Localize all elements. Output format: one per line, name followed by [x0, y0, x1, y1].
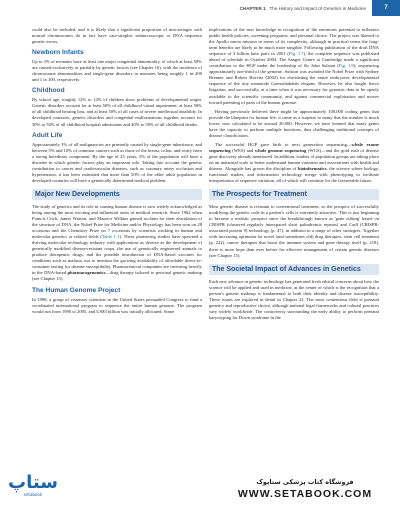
- p3-text-c: (WGS)—and the gold rush of disease gene discovery already mentioned. In addition, studies of population groups are taking place on an industrial scale to better understand human variation and associations with health and disease. Alongside has grown the discipline of: [209, 147, 380, 172]
- wgs-term: whole genome sequencing: [254, 147, 307, 153]
- footer-url[interactable]: WWW.SETABOOK.COM: [237, 488, 373, 500]
- newborn-heading: Newborn Infants: [32, 49, 84, 57]
- chapter-label: CHAPTER 1: [239, 5, 266, 11]
- adult-paragraph: Approximately 1% of all malignancies are primarily caused by single-gene inheritance, and between 5% and 10% of common cancers such as those of the breast, colon, and ovary have a strong hereditary component. By the age of 25 years, 5% of the population will have a disorder in which genetic factors play an important role. Taking into account the genetic contribution to cancer and cardiovascular diseases, such as coronary artery occlusion and hypertension, it has been estimated that more than 50% of the older adult population in developed countries will have a genetically determined medical problem.: [32, 141, 202, 183]
- hgp-paragraph: In 1988, a group of visionary scientists in the United States persuaded Congress to fund a coordinated international program to sequence the entire human genome. The program would run from 1990 to 2005, and US$3 billion was initially allocated. Some: [32, 296, 202, 314]
- fig-1-7-link[interactable]: Fig. 1.7: [288, 51, 304, 57]
- setabook-logo: [0, 458, 66, 512]
- right-column: [209, 27, 379, 324]
- newborn-paragraph: Up to 3% of neonates have at least one major congenital abnormality, of which at least 50% are caused exclusively or partially by genetic factors (see Chapter 16), with the incidence of chromosome abnormalities and single-gene disorders in neonates being roughly 1 in 200 and 1 in 100, respectively.: [32, 59, 202, 83]
- page-header: [0, 0, 400, 16]
- logo-subtitle: setabook: [23, 491, 43, 497]
- childhood-paragraph: By school age, roughly 12% to 14% of children show problems of developmental origin. Genetic disorders account for at least 50% of all childhood visual impairment, at least 50% of all childhood hearing loss, and at least 50% of all cases of severe intellectual disability. In developed countries, genetic disorders and congenital malformations together account for 30% to 50% of all childhood hospital admissions and 40% to 50% of all childhood deaths.: [32, 97, 202, 127]
- major-developments-heading: Major New Developments: [32, 189, 202, 200]
- coding-genes-paragraph: Having previously believed there might be approximately 100,000 coding genes that provide the blueprint for human life, it came as a surprise to many that the number is much lower, now calculated to be around 20,000. However, we have learned that many genes have the capacity to perform multiple functions, thus challenging traditional concepts of disease classification.: [209, 108, 379, 138]
- p3-text-a: The successful HGP gave birth to next generation sequencing—: [215, 141, 352, 147]
- p3-text-d: , the science where biology, functional studies, and information technology merge with phenotyping to facilitate interpretation of sequence variation, all of which will continue for the foreseeable future.: [209, 166, 379, 184]
- prospects-heading: The Prospects for Treatment: [209, 189, 379, 200]
- childhood-heading: Childhood: [32, 87, 65, 95]
- p3-text-b: (WES) and: [230, 147, 255, 153]
- fig-1-8-link[interactable]: Fig. 1.8: [338, 63, 354, 69]
- table-1-1-link[interactable]: Table 1.1: [101, 234, 120, 240]
- footer-persian-line: فروشگاه کتاب پزشکی ستاپوک: [256, 478, 354, 486]
- running-header: [240, 6, 372, 11]
- bioinformatics-term: bioinformatics: [297, 166, 327, 172]
- major-developments-paragraph: [32, 204, 202, 283]
- p1-text-c: ), sequencing approximately one-third of the genome. Sulston was awarded the Nobel Prize with Sydney Brenner and Robert Horvitz (2002) for elucidating the entire embryonic developmental sequence of the tiny nematode Caenorhabditis elegans. However, he also fought fierce litigation, and successfully, at a time when it was necessary for genomic data to be openly available to the scientific community, and against commercial exploitation and moves toward patenting of parts of the human genome.: [209, 63, 379, 105]
- major-text-1: The study of genetics and its role in causing human disease is now widely acknowledged as being among the most exciting and influential areas of medical research. Since 1962 when Francis Crick, James Watson, and Maurice Wilkins gained acclaim for their elucidation of the structure of DNA, the Nobel Prize for Medicine and/or Physiology has been won on 28 occasions and the Chemistry Prize on 7 occasions by scientists working in human and molecular genetics or related fields (: [32, 203, 202, 240]
- left-column: [32, 27, 202, 318]
- hgp-heading: The Human Genome Project: [32, 286, 121, 294]
- footer-watermark: [220, 478, 390, 500]
- prospects-paragraph: Most genetic disease is resistant to conventional treatment, so the prospect of successfully modifying the genetic code in a patient's cells is extremely attractive. This is just beginning to become a realistic prospect since the breakthrough known as 'gene editing' based on CRISPR (clustered regularly interspaced short palindromic repeats) and Cas9 (CRISPR-associated protein 9) technology (p. 47), in addition to a range of other strategies. Together with increasing optimism for novel (and sometimes old) drug therapies, stem cell treatment (p. 222), cancer therapies that boost the immune system and gene therapy itself (p. 218), there is more hope than ever before for effective management of certain genetic diseases (see Chapter 15).: [209, 204, 379, 258]
- societal-impact-paragraph: Each new advance in genetic technology has generated fresh ethical concerns about how the science will be applied and used in medicine, at the center of which is the recognition that a person's genetic makeup is fundamental to both their identity and disease susceptibility. These issues are explored in detail in Chapter 22. The most contentious field is prenatal genetics and reproductive choice, although national legal frameworks and cultural practices vary widely worldwide. The controversy surrounding the early ability to perform prenatal karyotyping for Down syndrome in the: [209, 278, 379, 320]
- page-number: 7: [372, 0, 400, 16]
- pharmacogenomics-term: pharmacogenomics: [67, 270, 106, 276]
- major-text-3: —drug therapy tailored to personal genetic makeup (see Chapter 15).: [32, 270, 202, 282]
- intro-paragraph: could also be included, and it is likely that a significant proportion of miscarriages with normal chromosomes do in fact have cata-strophic submicroscopic or DNA sequence genetic errors.: [32, 27, 202, 45]
- p1-text-b: ), the complete sequence was published ahead of schedule in October 2004. The Sanger Centre at Cambridge made a significant contribution to the HGP under the leadership of Sir John Sulston (: [209, 51, 379, 69]
- hgp-continued-paragraph: [209, 27, 379, 106]
- ngs-paragraph: [209, 142, 379, 184]
- societal-impact-heading: The Societal Impact of Advances in Genetics: [209, 264, 379, 275]
- wes-term: whole exome sequencing: [209, 141, 379, 153]
- adult-heading: Adult Life: [32, 131, 63, 139]
- logo-mark: ستاپ: [8, 471, 58, 493]
- chapter-title: The History and Impact of Genetics in Medicine: [269, 5, 366, 11]
- major-text-2: ). These pioneering studies have spawned a thriving molecular technology industry with applications as diverse as the development of genetically modified disease-resistant crops, the use of genetically engineered animals to produce therapeutic drugs, and the possible introduction of DNA-based vaccines for conditions such as malaria, not to mention the growing availability of affordable direct-to-consumer testing for disease susceptibility. Pharmaceutical companies are investing heavily in the DNA-based: [32, 234, 203, 276]
- p1-text-a: implications of the new knowledge in recognition of the enormous potential to influence public health policies, screening programs, and personal choice. The project was likened to the Apollo moon mission in terms of its complexity, although in practical terms the long-term benefits are likely to be much more tangible. Following publication of the draft DNA sequence of 3 billion base pairs in 2001 (: [209, 27, 379, 57]
